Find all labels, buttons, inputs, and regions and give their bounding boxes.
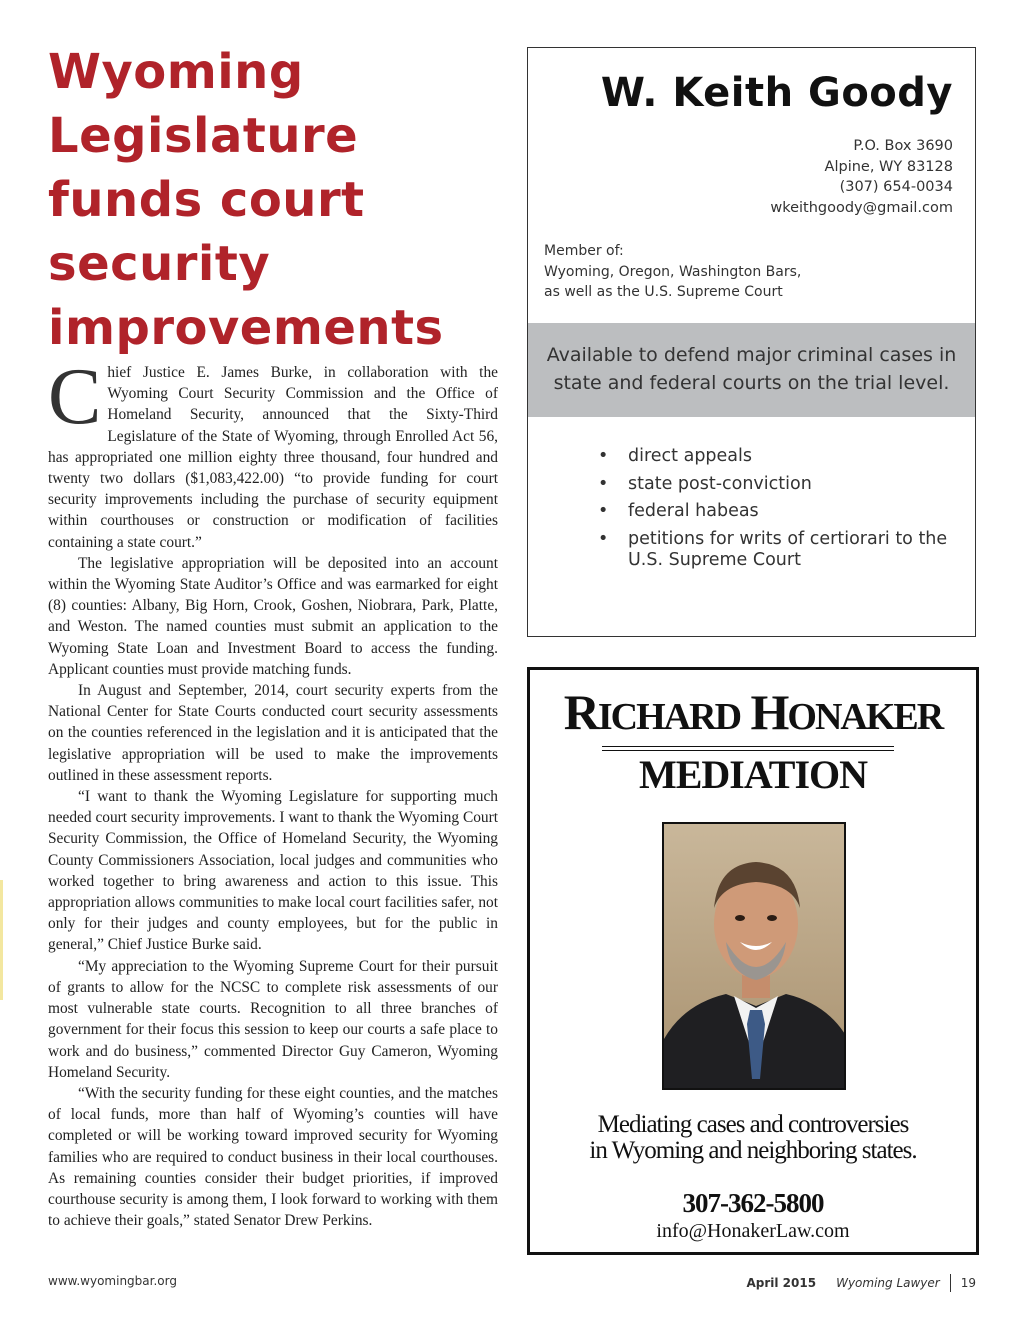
article-paragraph: “My appreciation to the Wyoming Supreme Court for their pursuit of grants to allow for the NCSC to complete risk assessments of our most vulnerable state courts. Recognition to all three branches of government for their focus this session to keep our courts a safe place to work and do business,” commented Director Guy Cameron, Wyoming Homeland Security. [48, 957, 498, 1081]
bullet-icon: • [598, 473, 609, 494]
footer-issue-info [746, 1274, 976, 1292]
goody-member-line: as well as the U.S. Supreme Court [544, 284, 783, 300]
footer-url: www.wyomingbar.org [48, 1274, 177, 1288]
drop-cap: C [48, 353, 102, 441]
honaker-mediation-title: MEDIATION [638, 752, 868, 797]
honaker-email: info@HonakerLaw.com [656, 1220, 850, 1242]
divider [602, 746, 894, 751]
honaker-tagline: Mediating cases and controversies in Wyoming and neighboring states. [589, 1111, 917, 1164]
list-item: • federal habeas [598, 501, 759, 521]
goody-phone: (307) 654-0034 [839, 179, 953, 195]
article-paragraph: In August and September, 2014, court security experts from the National Center for State Courts conducted court security assessments on the counties referenced in the legislation and it is anticipated that the legislative appropriation will be used to make the improvements outlined in these assessment reports. [48, 682, 498, 784]
goody-member-line: Wyoming, Oregon, Washington Bars, [544, 263, 802, 280]
edge-mark [0, 880, 3, 1000]
honaker-name-logo: RICHARD HONAKER [563, 684, 943, 740]
page-number: 19 [960, 1276, 976, 1290]
goody-membership [544, 241, 801, 303]
footer-magazine: Wyoming Lawyer [836, 1276, 940, 1290]
article-headline: Wyoming Legislature funds court security improvements [48, 44, 444, 356]
article-paragraph: “I want to thank the Wyoming Legislature for supporting much needed court security improvements. I want to thank the Wyoming Court Security Commission, the Office of Homeland Security, the Wyoming County Commissioners Association, local judges and communities who worked together to bring awareness and action to this issue. This appropriation allows communities to make local court facilities safer, not only for their judges and county employees, but for the public in general,” Chief Justice Burke said. [48, 788, 498, 954]
goody-member-line: Member of: [544, 243, 624, 259]
footer-date: April 2015 [746, 1276, 817, 1290]
goody-city: Alpine, WY 83128 [824, 158, 953, 175]
bullet-icon: • [598, 446, 609, 466]
goody-ad-name: W. Keith Goody [600, 70, 953, 116]
portrait-photo [662, 822, 846, 1090]
goody-services-list [598, 446, 958, 577]
goody-band-text: Available to defend major criminal cases in state and federal courts on the trial level. [546, 344, 957, 394]
goody-contact-block [770, 136, 953, 218]
honaker-phone: 307-362-5800 [682, 1188, 824, 1218]
paragraph-text: hief Justice E. James Burke, in collaboration with the Wyoming Court Security Commission and the Office of Homeland Security, announced that the Sixty-Third Legislature of the State of Wyoming, through Enrolled Act 56, has appropriated one million eighty three thousand, four hundred and twenty two dollars ($1,083,422.00) “to provide funding for court security improvements including the purchase of security equipment within courthouses or construction or modification of facilities containing a state court.” [48, 364, 498, 551]
bullet-icon: • [598, 528, 609, 549]
divider [950, 1274, 951, 1292]
honaker-ad [527, 667, 979, 1255]
goody-ad [527, 47, 976, 637]
article-paragraph [48, 353, 498, 553]
article-body [48, 353, 498, 1231]
list-item: • state post-conviction [598, 473, 812, 494]
list-item: • petitions for writs of certiorari to the U.S. Supreme Court [598, 528, 948, 570]
goody-email: wkeithgoody@gmail.com [770, 199, 953, 216]
portrait-image [664, 824, 846, 1090]
article-paragraph: The legislative appropriation will be deposited into an account within the Wyoming State Auditor’s Office and was earmarked for eight (8) counties: Albany, Big Horn, Crook, Goshen, Niobrara, Park, Platte, and Weston. The named counties must submit an application to the Wyoming State Loan and Investment Board to access the funding. Applicant counties must provide matching funds. [48, 554, 498, 678]
article-paragraph: “With the security funding for these eight counties, and the matches of local funds, more than half of Wyoming’s counties will have completed or will be working toward improved security for Wyoming families who are required to conduct business in their local courthouses. As remaining counties consider their budget priorities, if improved courthouse security is among them, I look forward to working with them to achieve their goals,” stated Senator Drew Perkins. [48, 1084, 498, 1230]
bullet-icon: • [598, 501, 609, 521]
goody-po-box: P.O. Box 3690 [853, 138, 953, 154]
list-item: • direct appeals [598, 446, 753, 466]
goody-availability-band [528, 323, 975, 417]
